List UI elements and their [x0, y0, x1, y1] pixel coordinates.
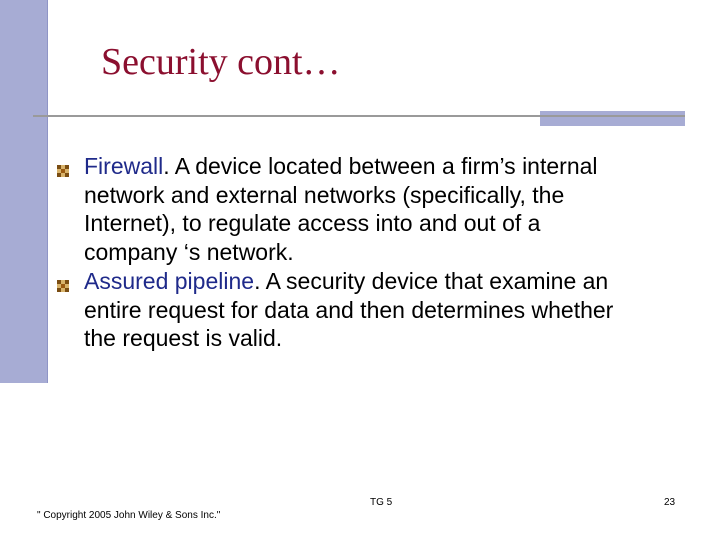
- bullet-item-assured-pipeline: [0, 267, 640, 353]
- footer-section-label: TG 5: [370, 497, 393, 508]
- bullet-square-icon: [57, 165, 69, 177]
- page-number: 23: [664, 497, 676, 508]
- bullet-list: [0, 152, 720, 353]
- footer-copyright: " Copyright 2005 John Wiley & Sons Inc.": [37, 510, 221, 521]
- bullet-item-firewall: [0, 152, 640, 267]
- bullet-square-icon: [57, 280, 69, 292]
- title-rule-accent: [540, 111, 685, 126]
- bullet-term: Assured pipeline: [84, 267, 255, 294]
- title-rule: [33, 115, 685, 117]
- slide-title: Security cont…: [101, 41, 341, 83]
- bullet-text: . A security device that examine an entire request for data and then determines whether the request is valid.: [84, 267, 614, 352]
- bullet-text: . A device located between a firm’s internal network and external networks (specifically, the Internet), to regulate access into and out of a company ‘s network.: [84, 153, 598, 266]
- bullet-term: Firewall: [84, 153, 164, 179]
